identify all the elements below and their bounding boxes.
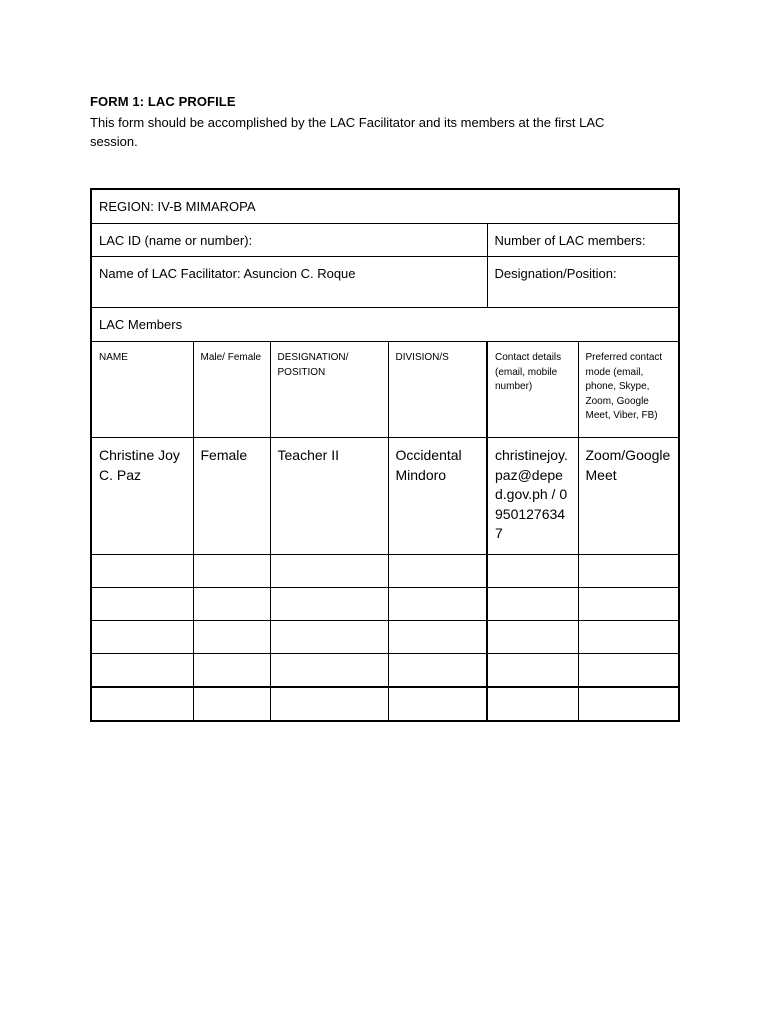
empty-table-row — [91, 588, 679, 621]
header-division: DIVISION/S — [388, 342, 487, 438]
lac-id-field: LAC ID (name or number): — [91, 224, 487, 257]
lac-profile-table — [90, 188, 680, 722]
members-header-row — [91, 342, 679, 438]
header-name: NAME — [91, 342, 193, 438]
facilitator-name-field: Name of LAC Facilitator: Asuncion C. Roque — [91, 257, 487, 308]
header-preferred-contact: Preferred contact mode (email, phone, Skype, Zoom, Google Meet, Viber, FB) — [578, 342, 679, 438]
region-field: REGION: IV-B MIMAROPA — [91, 189, 679, 224]
lac-members-label: LAC Members — [91, 308, 679, 342]
lac-member-count-field: Number of LAC members: — [487, 224, 679, 257]
member-division: Occidental Mindoro — [388, 438, 487, 555]
member-designation: Teacher II — [270, 438, 388, 555]
empty-table-row — [91, 621, 679, 654]
header-contact-details: Contact details (email, mobile number) — [487, 342, 578, 438]
empty-table-row — [91, 555, 679, 588]
header-designation: DESIGNATION/ POSITION — [270, 342, 388, 438]
member-sex: Female — [193, 438, 270, 555]
empty-table-row — [91, 654, 679, 688]
designation-position-field: Designation/Position: — [487, 257, 679, 308]
header-sex: Male/ Female — [193, 342, 270, 438]
member-preferred-contact: Zoom/Google Meet — [578, 438, 679, 555]
member-name: Christine Joy C. Paz — [91, 438, 193, 555]
form-instructions: This form should be accomplished by the LAC Facilitator and its members at the first LAC session. — [90, 115, 605, 149]
member-contact-details: christinejoy.paz@deped.gov.ph / 09501276347 — [487, 438, 578, 555]
table-row — [91, 438, 679, 555]
form-title: FORM 1: LAC PROFILE — [90, 94, 236, 109]
empty-table-row — [91, 687, 679, 721]
